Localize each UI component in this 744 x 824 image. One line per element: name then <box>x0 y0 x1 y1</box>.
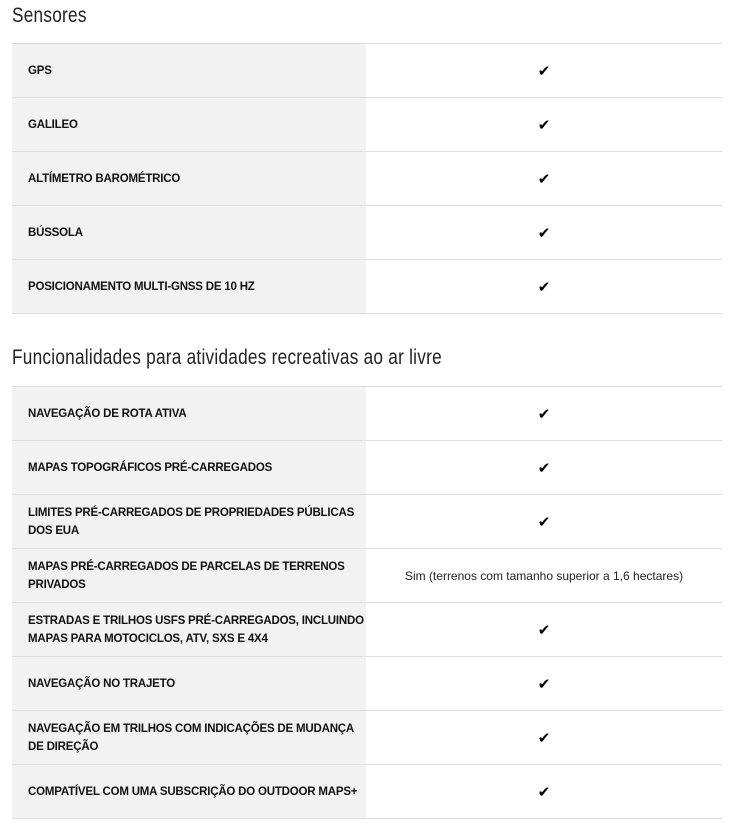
checkmark-icon: ✔ <box>537 278 551 296</box>
table-row <box>12 206 722 260</box>
table-row <box>12 387 722 441</box>
table-row <box>12 98 722 152</box>
feature-label: NAVEGAÇÃO EM TRILHOS COM INDICAÇÕES DE MUDANÇA DE DIREÇÃO <box>12 711 366 764</box>
feature-label: GALILEO <box>12 98 366 151</box>
feature-label: MAPAS TOPOGRÁFICOS PRÉ-CARREGADOS <box>12 441 366 494</box>
feature-label: LIMITES PRÉ-CARREGADOS DE PROPRIEDADES PÚBLICAS DOS EUA <box>12 495 366 548</box>
checkmark-icon: ✔ <box>537 621 551 639</box>
feature-value <box>366 711 722 764</box>
feature-value <box>366 549 722 602</box>
checkmark-icon: ✔ <box>537 459 551 477</box>
checkmark-icon: ✔ <box>537 62 551 80</box>
sensors-table <box>12 43 722 314</box>
checkmark-icon: ✔ <box>537 513 551 531</box>
checkmark-icon: ✔ <box>537 170 551 188</box>
checkmark-icon: ✔ <box>537 116 551 134</box>
feature-label: MAPAS PRÉ-CARREGADOS DE PARCELAS DE TERRENOS PRIVADOS <box>12 549 366 602</box>
feature-value <box>366 206 722 259</box>
feature-value <box>366 152 722 205</box>
feature-value <box>366 387 722 440</box>
table-row <box>12 603 722 657</box>
feature-label: COMPATÍVEL COM UMA SUBSCRIÇÃO DO OUTDOOR MAPS+ <box>12 765 366 818</box>
feature-value <box>366 603 722 656</box>
table-row <box>12 549 722 603</box>
checkmark-icon: ✔ <box>537 783 551 801</box>
checkmark-icon: ✔ <box>537 224 551 242</box>
checkmark-icon: ✔ <box>537 675 551 693</box>
feature-label: GPS <box>12 44 366 97</box>
feature-label: NAVEGAÇÃO NO TRAJETO <box>12 657 366 710</box>
checkmark-icon: ✔ <box>537 729 551 747</box>
table-row <box>12 260 722 314</box>
feature-value <box>366 441 722 494</box>
section-title-sensores: Sensores <box>12 4 87 27</box>
feature-value <box>366 260 722 313</box>
table-row <box>12 441 722 495</box>
feature-label: ESTRADAS E TRILHOS USFS PRÉ-CARREGADOS, INCLUINDO MAPAS PARA MOTOCICLOS, ATV, SXS E 4X4 <box>12 603 366 656</box>
feature-value <box>366 765 722 818</box>
table-row <box>12 152 722 206</box>
checkmark-icon: ✔ <box>537 405 551 423</box>
table-row <box>12 44 722 98</box>
feature-value <box>366 44 722 97</box>
feature-value <box>366 657 722 710</box>
feature-label: NAVEGAÇÃO DE ROTA ATIVA <box>12 387 366 440</box>
feature-value <box>366 495 722 548</box>
table-row <box>12 765 722 819</box>
outdoor-features-table <box>12 386 722 819</box>
section-title-outdoor: Funcionalidades para atividades recreativas ao ar livre <box>12 346 442 369</box>
feature-value <box>366 98 722 151</box>
feature-value-text: Sim (terrenos com tamanho superior a 1,6 hectares) <box>404 568 684 583</box>
table-row <box>12 495 722 549</box>
feature-label: ALTÍMETRO BAROMÉTRICO <box>12 152 366 205</box>
table-row <box>12 711 722 765</box>
feature-label: BÚSSOLA <box>12 206 366 259</box>
table-row <box>12 657 722 711</box>
feature-label: POSICIONAMENTO MULTI-GNSS DE 10 HZ <box>12 260 366 313</box>
